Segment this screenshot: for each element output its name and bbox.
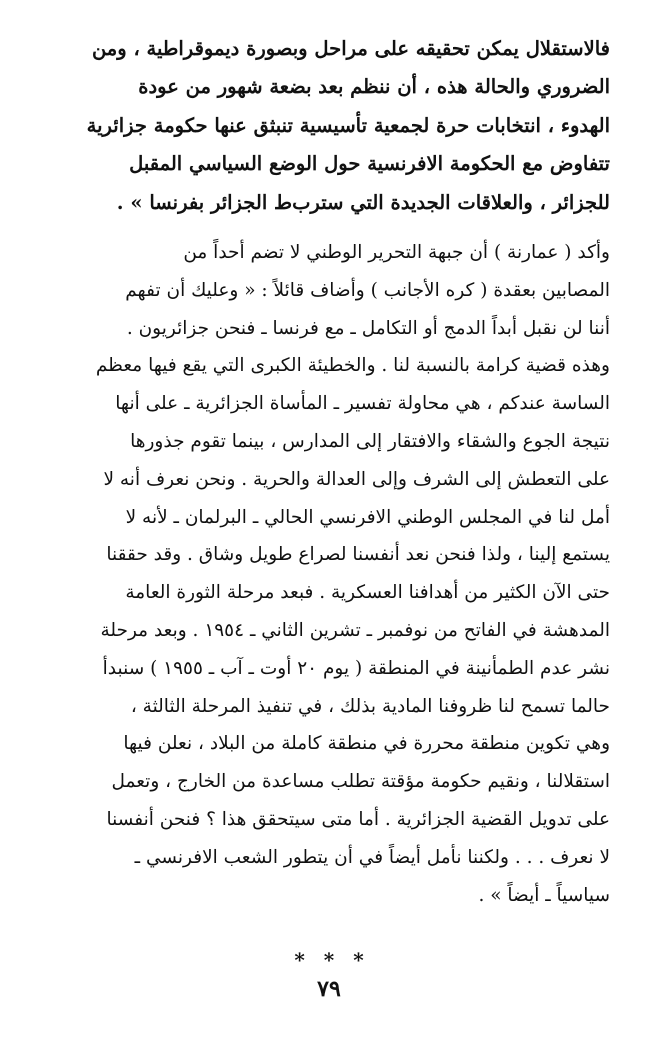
text-line: فالاستقلال يمكن تحقيقه على مراحل وبصورة ديموقراطية ، ومن	[91, 37, 610, 60]
text-line: الساسة عندكم ، هي محاولة تفسير ـ المأساة الجزائرية ـ على أنها	[115, 393, 610, 415]
text-line: وهي تكوين منطقة محررة في منطقة كاملة من البلاد ، نعلن فيها	[123, 733, 610, 755]
text-line: أمل لنا في المجلس الوطني الافرنسي الحالي ـ البرلمان ـ لأنه لا	[125, 506, 610, 528]
text-line: لا نعرف . . . ولكننا نأمل أيضاً في أن يتطور الشعب الافرنسي ـ	[134, 846, 610, 868]
text-line: المدهشة في الفاتح من نوفمبر ـ تشرين الثاني ـ ١٩٥٤ . وبعد مرحلة	[100, 620, 610, 641]
text-line: على التعطش إلى الشرف وإلى العدالة والحرية . ونحن نعرف أنه لا	[103, 468, 610, 490]
text-line: حتى الآن الكثير من أهدافنا العسكرية . فبعد مرحلة الثورة العامة	[125, 582, 610, 604]
section-separator: * * *	[294, 948, 370, 973]
text-line: الضروري والحالة هذه ، أن ننظم بعد بضعة شهور من عودة	[138, 75, 610, 99]
text-line: حالما تسمح لنا ظروفنا المادية بذلك ، في تنفيذ المرحلة الثالثة ،	[130, 695, 610, 717]
body-paragraph	[54, 234, 610, 914]
text-line: الهدوء ، انتخابات حرة لجمعية تأسيسية تنبثق عنها حكومة جزائرية	[86, 113, 610, 137]
bold-paragraph	[54, 30, 610, 222]
text-line: وأكد ( عمارنة ) أن جبهة التحرير الوطني لا تضم أحداً من	[183, 242, 610, 264]
text-line: أننا لن نقبل أبداً الدمج أو التكامل ـ مع فرنسا ـ فنحن جزائريون .	[126, 317, 610, 339]
text-line: على تدويل القضية الجزائرية . أما متى سيتحقق هذا ؟ فنحن أنفسنا	[106, 808, 610, 830]
text-line: للجزائر ، والعلاقات الجديدة التي سترب‌ط الجزائر بفرنسا » .	[116, 190, 610, 214]
page-number: ٧٩	[317, 976, 341, 1002]
text-line: نتيجة الجوع والشقاء والافتقار إلى المدارس ، بينما تقوم جذورها	[130, 431, 610, 453]
text-line: وهذه قضية كرامة بالنسبة لنا . والخطيئة الكبرى التي يقع فيها معظم	[95, 355, 610, 377]
text-line: المصابين بعقدة ( كره الأجانب ) وأضاف قائلاً : « وعليك أن تفهم	[125, 279, 610, 301]
text-line: تتفاوض مع الحكومة الافرنسية حول الوضع السياسي المقبل	[129, 152, 610, 176]
text-line: نشر عدم الطمأنينة في المنطقة ( يوم ٢٠ أوت ـ آب ـ ١٩٥٥ ) سنبدأ	[102, 657, 610, 679]
text-line: سياسياً ـ أيضاً » .	[478, 884, 610, 906]
text-line: استقلالنا ، ونقيم حكومة مؤقتة تطلب مساعدة من الخارج ، وتعمل	[111, 771, 610, 793]
text-line: يستمع إلينا ، ولذا فنحن نعد أنفسنا لصراع طويل وشاق . وقد حققنا	[106, 544, 610, 566]
